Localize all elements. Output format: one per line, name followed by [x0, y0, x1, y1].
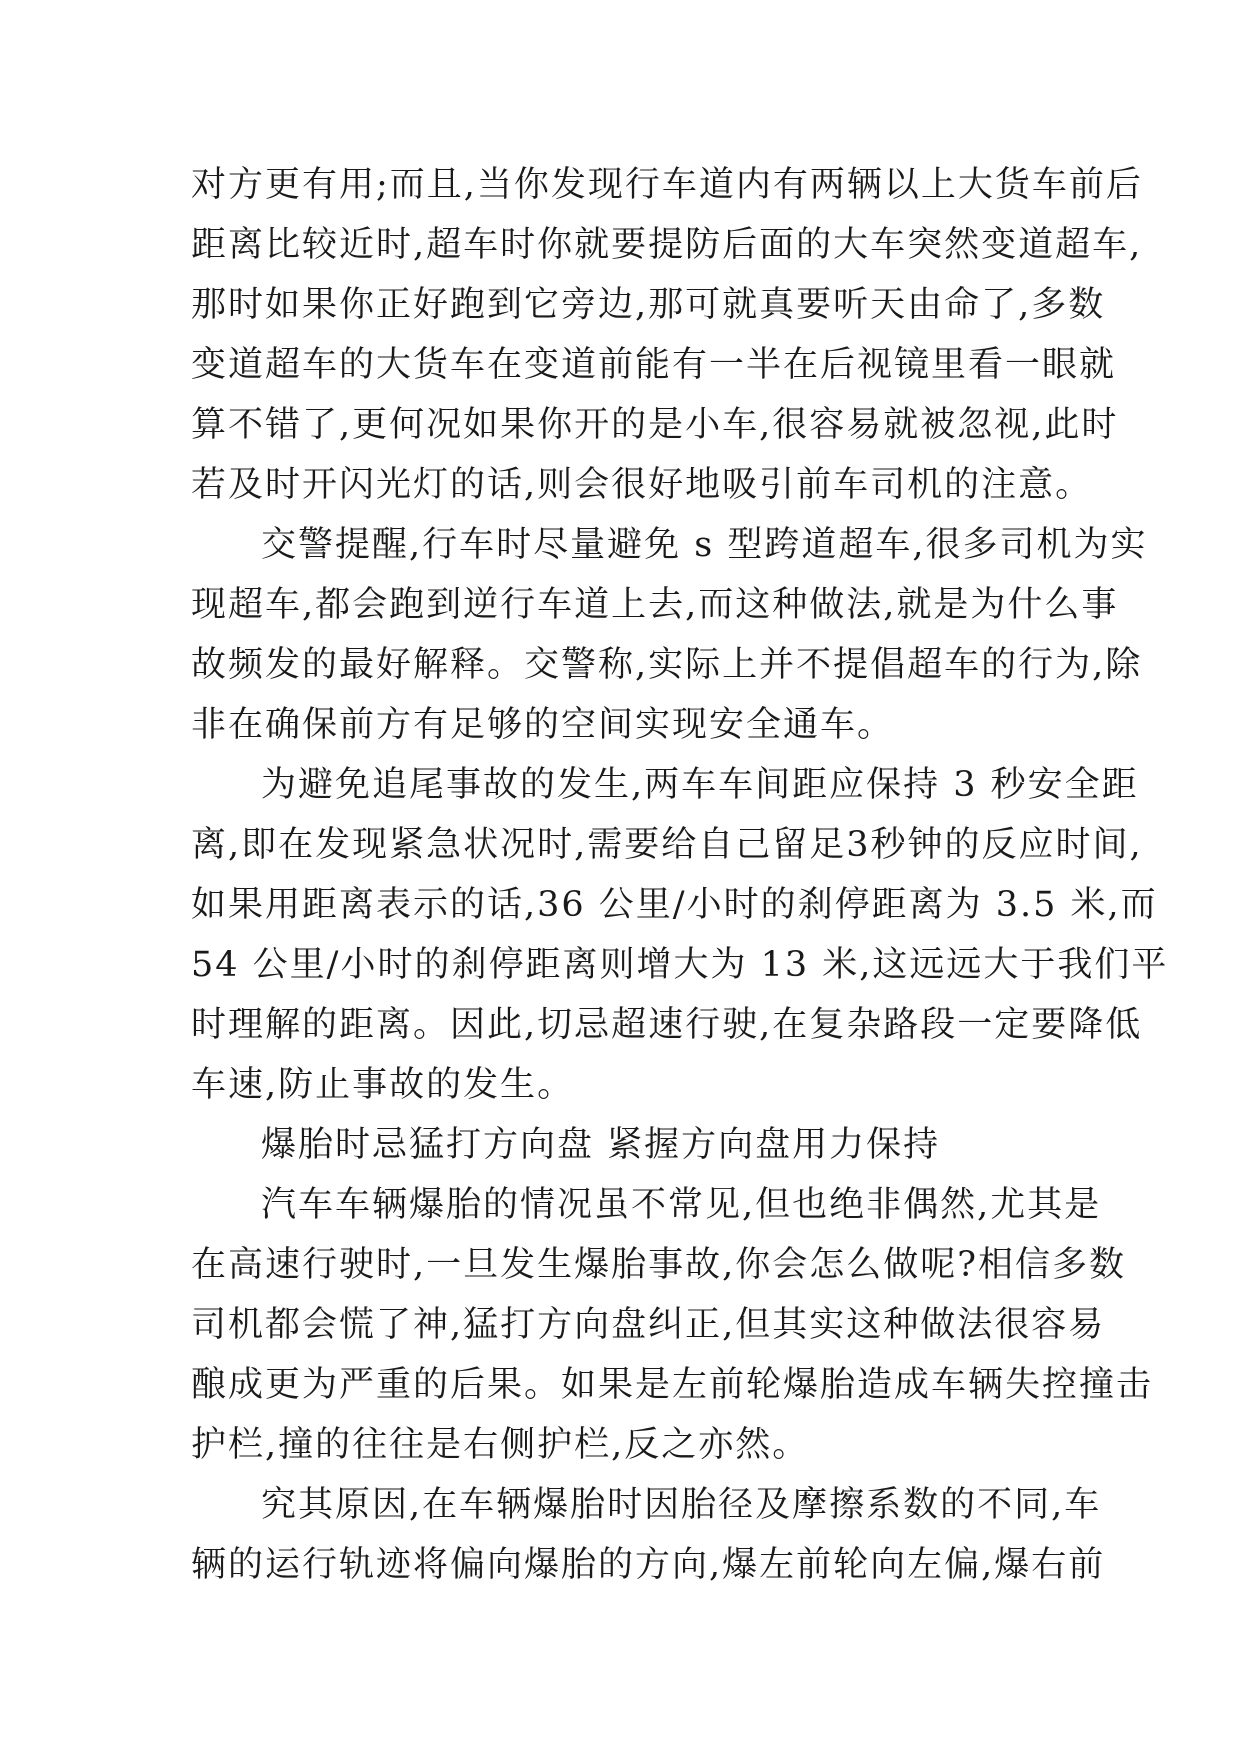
paragraph-5: [191, 1175, 1154, 1475]
text-line: 时理解的距离。因此,切忌超速行驶,在复杂路段一定要降低: [191, 1005, 1143, 1045]
text-line: 非在确保前方有足够的空间实现安全通车。: [191, 705, 895, 745]
text-line: 在高速行驶时,一旦发生爆胎事故,你会怎么做呢?相信多数: [191, 1245, 1127, 1285]
text-line: 故频发的最好解释。交警称,实际上并不提倡超车的行为,除: [191, 645, 1143, 685]
section-heading: 爆胎时忌猛打方向盘 紧握方向盘用力保持: [261, 1125, 941, 1165]
text-line: 算不错了,更何况如果你开的是小车,很容易就被忽视,此时: [191, 405, 1119, 445]
text-line: 为避免追尾事故的发生,两车车间距应保持 3 秒安全距: [261, 765, 1139, 805]
text-line: 如果用距离表示的话,36 公里/小时的刹停距离为 3.5 米,而: [191, 885, 1158, 925]
text-line: 若及时开闪光灯的话,则会很好地吸引前车司机的注意。: [191, 465, 1093, 505]
paragraph-3: [191, 755, 1169, 1115]
text-line: 酿成更为严重的后果。如果是左前轮爆胎造成车辆失控撞击: [191, 1365, 1154, 1405]
paragraph-6: [191, 1475, 1106, 1595]
text-line: 54 公里/小时的刹停距离则增大为 13 米,这远远大于我们平: [191, 945, 1169, 985]
text-line: 辆的运行轨迹将偏向爆胎的方向,爆左前轮向左偏,爆右前: [191, 1545, 1106, 1585]
paragraph-2: [191, 515, 1148, 755]
text-line: 司机都会慌了神,猛打方向盘纠正,但其实这种做法很容易: [191, 1305, 1106, 1345]
text-line: 汽车车辆爆胎的情况虽不常见,但也绝非偶然,尤其是: [261, 1185, 1102, 1225]
text-line: 距离比较近时,超车时你就要提防后面的大车突然变道超车,: [191, 225, 1143, 265]
text-line: 离,即在发现紧急状况时,需要给自己留足3秒钟的反应时间,: [191, 825, 1143, 865]
text-line: 究其原因,在车辆爆胎时因胎径及摩擦系数的不同,车: [261, 1485, 1102, 1525]
paragraph-1: [191, 155, 1143, 515]
document-body: [191, 155, 1169, 1595]
text-line: 变道超车的大货车在变道前能有一半在后视镜里看一眼就: [191, 345, 1117, 385]
text-line: 对方更有用;而且,当你发现行车道内有两辆以上大货车前后: [191, 165, 1143, 205]
text-line: 现超车,都会跑到逆行车道上去,而这种做法,就是为什么事: [191, 585, 1119, 625]
text-line: 护栏,撞的往往是右侧护栏,反之亦然。: [191, 1425, 810, 1465]
text-line: 车速,防止事故的发生。: [191, 1065, 575, 1105]
text-line: 那时如果你正好跑到它旁边,那可就真要听天由命了,多数: [191, 285, 1106, 325]
paragraph-4-heading: [191, 1115, 1051, 1175]
text-line: 交警提醒,行车时尽量避免 s 型跨道超车,很多司机为实: [261, 525, 1148, 565]
